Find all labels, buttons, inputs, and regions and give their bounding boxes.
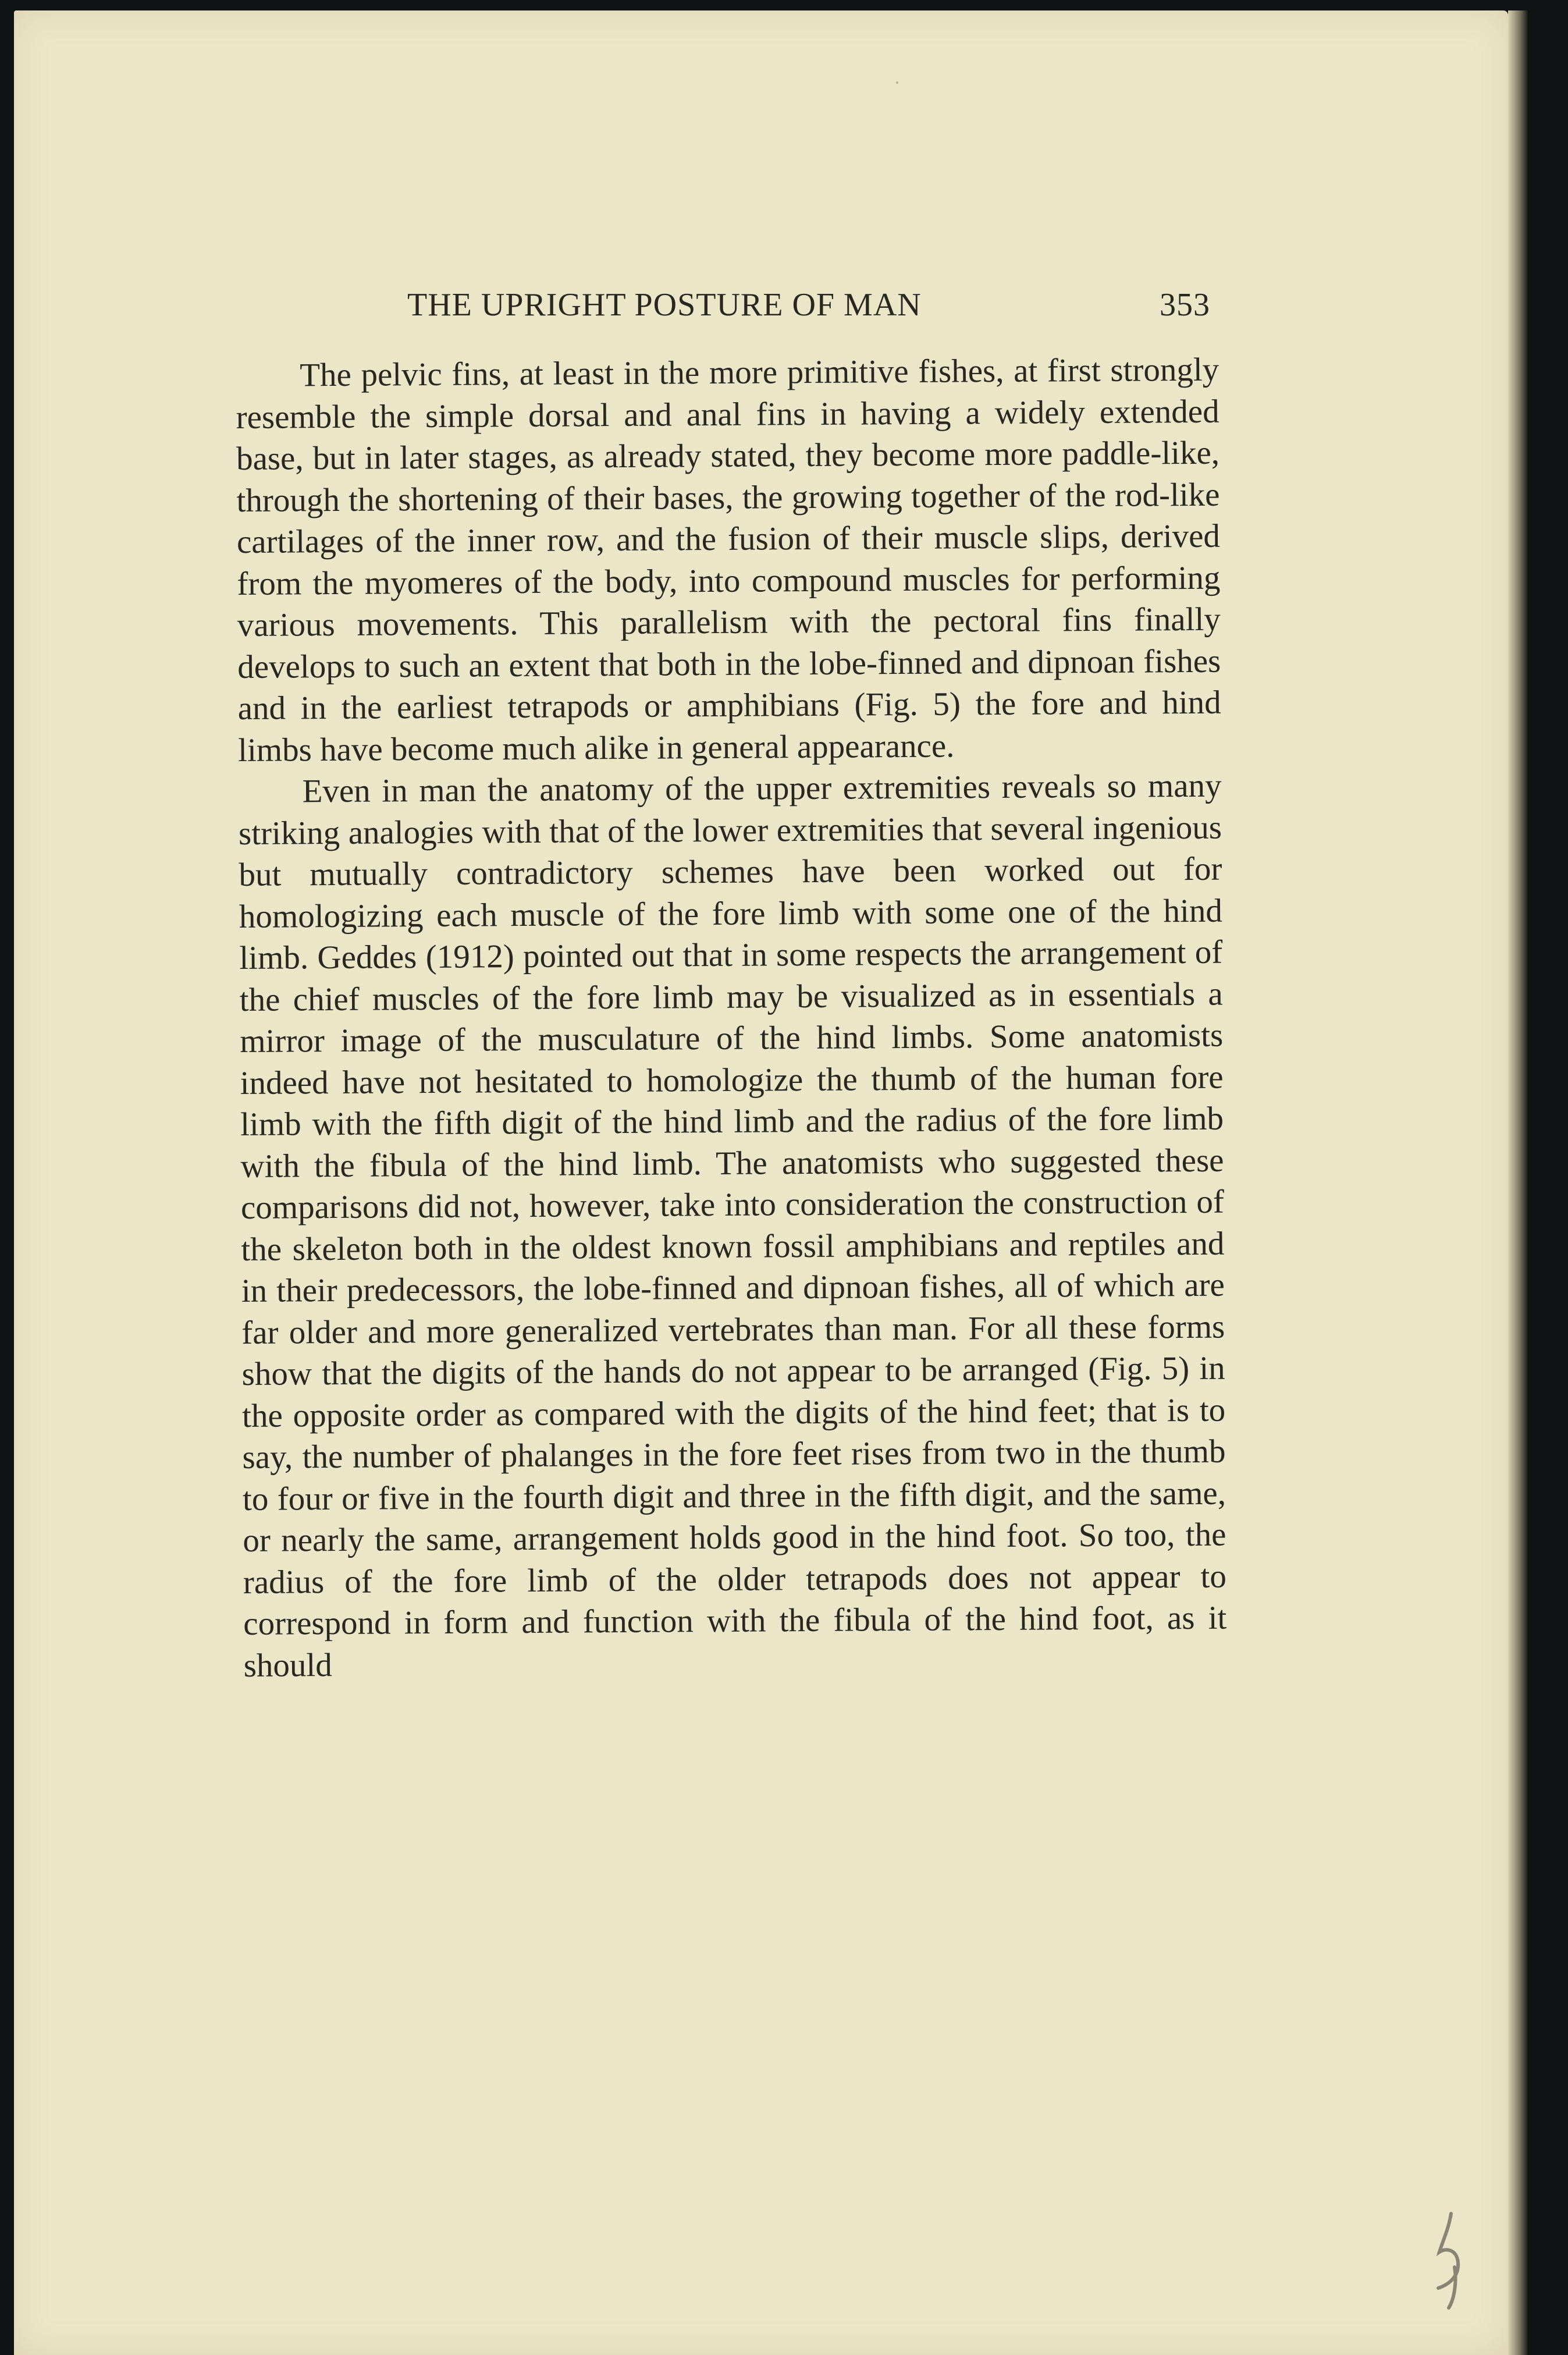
handwritten-pencil-mark: [1431, 2211, 1466, 2310]
paragraph-1: The pelvic fins, at least in the more primitive fishes, at first strongly resemble the simple dorsal and anal fins in having a widely extended base, but in later stages, as already stated, they become more paddle-like, through the shortening of their bases, the growing together of the rod-like cartilages of the inner row, and the fusion of their muscle slips, derived from the myomeres of the body, into compound muscles for performing various movements. This parallelism with the pectoral fins finally develops to such an extent that both in the lobe-finned and dipnoan fishes and in the earliest tetrapods or amphibians (Fig. 5) the fore and hind limbs have become much alike in general appearance.: [236, 351, 1221, 769]
running-head-title: THE UPRIGHT POSTURE OF MAN: [407, 287, 922, 323]
paper-speck: [896, 81, 898, 84]
paragraph-2: Even in man the anatomy of the upper extremities reveals so many striking analogies with that of the lower extremities that several ingenious but mutually contradictory schemes have been worked out for homologizing each muscle of the fore limb with some one of the hind limb. Geddes (1912) pointed out that in some respects the arrangement of the chief muscles of the fore limb may be visualized as in essentials a mirror image of the musculature of the hind limbs. Some anatomists indeed have not hesitated to homologize the thumb of the human fore limb with the fifth digit of the hind limb and the radius of the fore limb with the fibula of the hind limb. The anatomists who suggested these comparisons did not, however, take into consideration the construction of the skeleton both in the oldest known fossil amphibians and reptiles and in their predecessors, the lobe-finned and dipnoan fishes, all of which are far older and more generalized vertebrates than man. For all these forms show that the digits of the hands do not appear to be arranged (Fig. 5) in the opposite order as compared with the digits of the hind feet; that is to say, the number of phalanges in the fore feet rises from two in the thumb to four or five in the fourth digit and three in the fifth digit, and the same, or nearly the same, arrangement holds good in the hind foot. So too, the radius of the fore limb of the older tetrapods does not appear to correspond in form and function with the fibula of the hind foot, as it should: [238, 767, 1227, 1684]
page-number: 353: [1160, 287, 1210, 323]
running-header: [407, 286, 1210, 327]
body-text: [236, 349, 1227, 1686]
page-edge-shadow: [1508, 10, 1528, 2355]
